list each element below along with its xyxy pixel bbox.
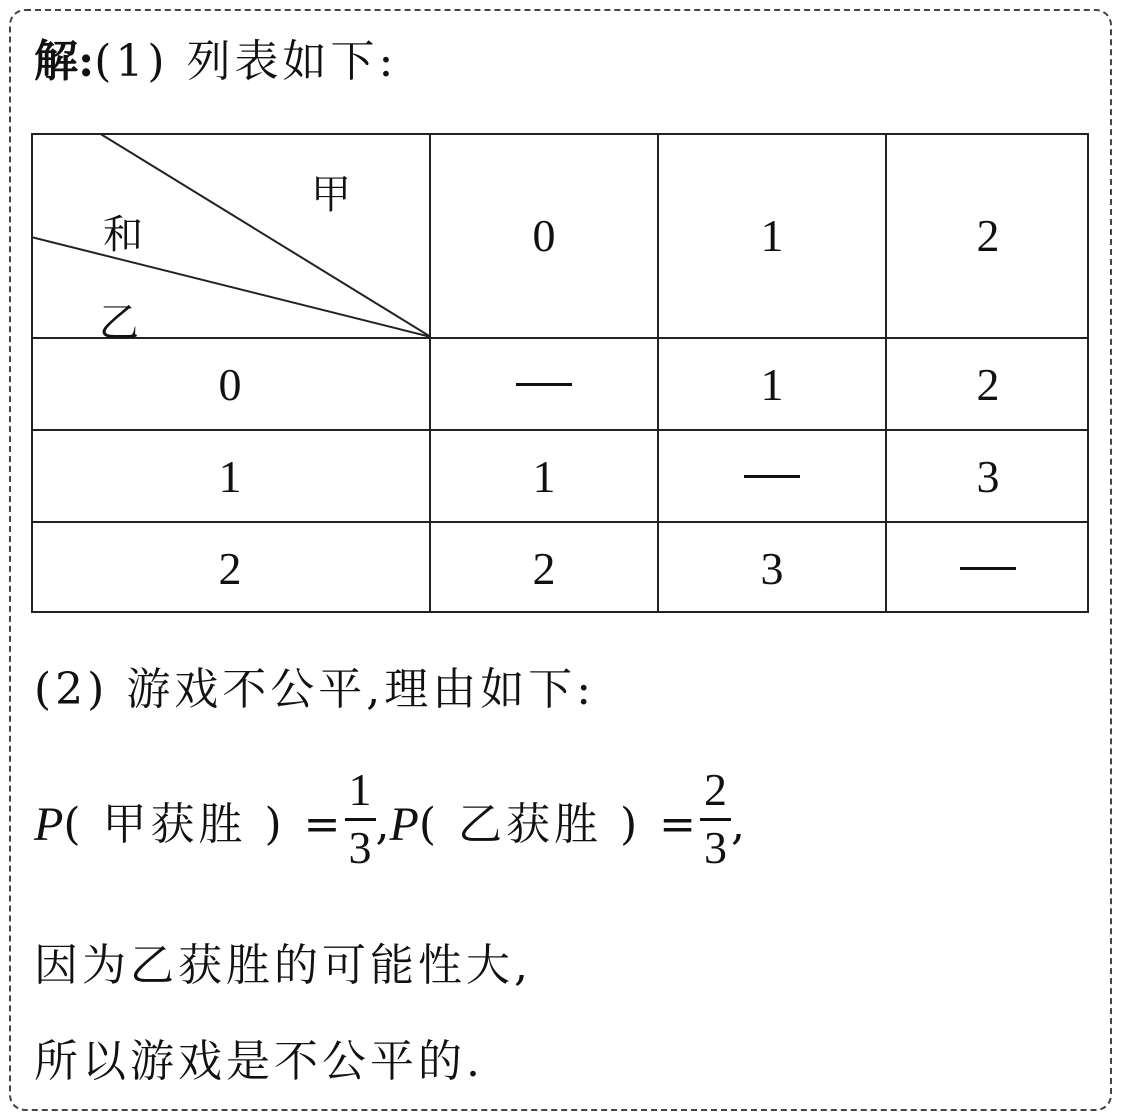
prob2-denominator: 3 bbox=[704, 821, 727, 873]
part2-heading: (2) 游戏不公平,理由如下: bbox=[34, 664, 596, 715]
cell-0-2: 2 bbox=[887, 339, 1089, 431]
solution-label: 解 bbox=[34, 36, 78, 87]
cell-2-1: 3 bbox=[659, 523, 887, 613]
cell-1-2: 3 bbox=[887, 431, 1089, 523]
prob-separator: , bbox=[375, 799, 390, 850]
table-corner-cell bbox=[31, 133, 431, 345]
prob2-numerator: 2 bbox=[704, 764, 727, 816]
row-label-2: 2 bbox=[31, 523, 431, 613]
cell-0-1: 1 bbox=[659, 339, 887, 431]
probability-line bbox=[34, 764, 745, 880]
prob1-fraction bbox=[345, 766, 376, 872]
corner-diagonals bbox=[31, 133, 431, 339]
prob2-p: P bbox=[389, 798, 419, 851]
cell-0-0 bbox=[431, 339, 659, 431]
cell-2-2 bbox=[887, 523, 1089, 613]
corner-label-yi: 乙 bbox=[99, 300, 139, 345]
col-header-1: 1 bbox=[659, 133, 887, 339]
solution-heading bbox=[34, 36, 398, 87]
cell-1-1 bbox=[659, 431, 887, 523]
part1-heading: (1) 列表如下: bbox=[94, 36, 398, 87]
col-header-0: 0 bbox=[431, 133, 659, 339]
conclusion-text: 所以游戏是不公平的. bbox=[34, 1036, 484, 1087]
row-label-1: 1 bbox=[31, 431, 431, 523]
solution-colon: : bbox=[78, 36, 95, 87]
dash-mark bbox=[960, 567, 1016, 570]
prob1-numerator: 1 bbox=[348, 764, 372, 816]
corner-label-jia: 甲 bbox=[311, 172, 351, 217]
prob1-denominator: 3 bbox=[348, 821, 372, 873]
reason-text: 因为乙获胜的可能性大, bbox=[34, 940, 532, 991]
dash-mark bbox=[516, 383, 572, 386]
row-label-0: 0 bbox=[31, 339, 431, 431]
prob2-label: ( 乙获胜 ) = bbox=[418, 799, 700, 850]
prob-end-comma: , bbox=[731, 799, 745, 850]
prob2-fraction bbox=[700, 766, 731, 872]
diagonal-line-2 bbox=[31, 237, 431, 337]
fraction-bar bbox=[345, 818, 376, 821]
prob1-p: P bbox=[34, 798, 64, 851]
cell-1-0: 1 bbox=[431, 431, 659, 523]
diagonal-line-1 bbox=[99, 133, 431, 337]
corner-label-he: 和 bbox=[103, 212, 143, 257]
dash-mark bbox=[744, 475, 800, 478]
fraction-bar bbox=[700, 818, 731, 821]
col-header-2: 2 bbox=[887, 133, 1089, 339]
sum-table bbox=[31, 133, 1089, 613]
cell-2-0: 2 bbox=[431, 523, 659, 613]
prob1-label: ( 甲获胜 ) = bbox=[63, 799, 345, 850]
